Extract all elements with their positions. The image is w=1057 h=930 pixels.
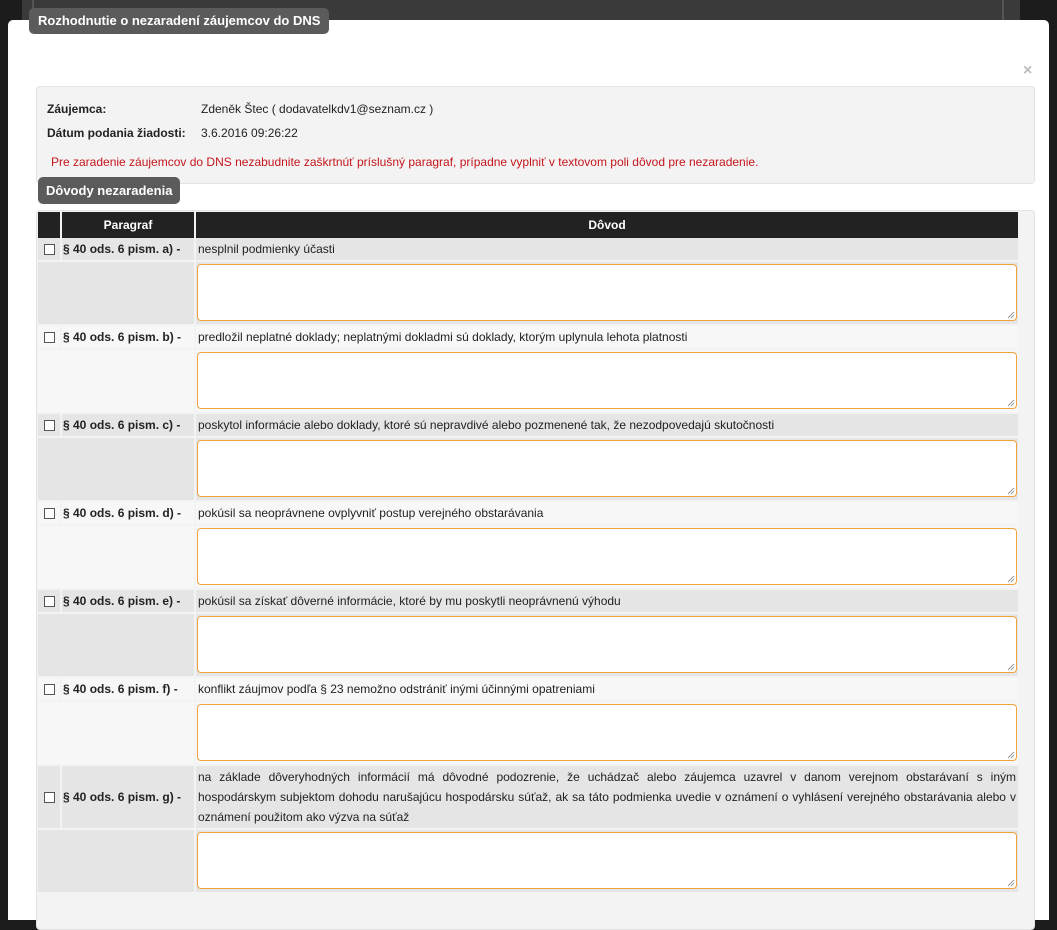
reason-text: konflikt záujmov podľa § 23 nemožno odstrániť inými účinnými opatreniami [198, 682, 595, 696]
reason-row [38, 590, 1018, 678]
header-reason: Dôvod [196, 212, 1018, 238]
resize-grip-icon[interactable] [1007, 575, 1015, 583]
reason-input[interactable] [197, 704, 1017, 761]
applicant-value: Zdeněk Štec ( dodavatelkdv1@seznam.cz ) [201, 102, 434, 116]
reason-text: pokúsil sa získať dôverné informácie, ktoré by mu poskytli neoprávnenú výhodu [198, 594, 621, 608]
reason-checkbox[interactable] [44, 244, 55, 255]
reason-checkbox[interactable] [44, 596, 55, 607]
textarea-left-cell [38, 438, 194, 500]
paragraph-label: § 40 ods. 6 pism. g) - [63, 790, 182, 804]
paragraph-label: § 40 ods. 6 pism. a) - [63, 242, 181, 256]
reason-row [38, 238, 1018, 326]
reason-checkbox[interactable] [44, 684, 55, 695]
reason-input[interactable] [197, 264, 1017, 321]
reason-input[interactable] [197, 440, 1017, 497]
resize-grip-icon[interactable] [1007, 311, 1015, 319]
reason-checkbox[interactable] [44, 792, 55, 803]
reason-text: pokúsil sa neoprávnene ovplyvniť postup verejného obstarávania [198, 506, 544, 520]
close-icon[interactable]: × [1023, 62, 1033, 79]
resize-grip-icon[interactable] [1007, 399, 1015, 407]
resize-grip-icon[interactable] [1007, 879, 1015, 887]
paragraph-label: § 40 ods. 6 pism. c) - [63, 418, 181, 432]
paragraph-label: § 40 ods. 6 pism. b) - [63, 330, 182, 344]
checkbox-cell [38, 238, 60, 260]
reason-input[interactable] [197, 352, 1017, 409]
reasons-section-title: Dôvody nezaradenia [38, 177, 180, 204]
dialog-title: Rozhodnutie o nezaradení záujemcov do DNS [29, 8, 329, 34]
reason-row [38, 502, 1018, 590]
reason-checkbox[interactable] [44, 508, 55, 519]
background-divider [1002, 0, 1004, 22]
checkbox-cell [38, 502, 60, 524]
table-body [38, 238, 1018, 894]
resize-grip-icon[interactable] [1007, 751, 1015, 759]
warning-message: Pre zaradenie záujemcov do DNS nezabudnite zaškrtnúť príslušný paragraf, prípadne vyplniť v textovom poli dôvod pre nezaradenie. [51, 155, 759, 169]
checkbox-cell [38, 590, 60, 612]
checkbox-cell [38, 766, 60, 828]
reason-row [38, 678, 1018, 766]
resize-grip-icon[interactable] [1007, 663, 1015, 671]
reasons-table [38, 212, 1018, 894]
checkbox-cell [38, 678, 60, 700]
paragraph-label: § 40 ods. 6 pism. f) - [63, 682, 178, 696]
reason-row [38, 326, 1018, 414]
paragraph-label: § 40 ods. 6 pism. d) - [63, 506, 182, 520]
applicant-label: Záujemca: [47, 102, 107, 116]
paragraph-label: § 40 ods. 6 pism. e) - [63, 594, 181, 608]
reason-row [38, 414, 1018, 502]
submission-date-label: Dátum podania žiadosti: [47, 126, 186, 140]
table-header [38, 212, 1018, 238]
submission-date-value: 3.6.2016 09:26:22 [201, 126, 298, 140]
applicant-info-panel [36, 86, 1035, 184]
reason-row [38, 766, 1018, 894]
reason-text: predložil neplatné doklady; neplatnými dokladmi sú doklady, ktorým uplynula lehota platnosti [198, 330, 688, 344]
textarea-left-cell [38, 702, 194, 764]
textarea-left-cell [38, 350, 194, 412]
reason-input[interactable] [197, 528, 1017, 585]
reason-text: nesplnil podmienky účasti [198, 242, 335, 256]
textarea-left-cell [38, 830, 194, 892]
checkbox-cell [38, 326, 60, 348]
reason-checkbox[interactable] [44, 420, 55, 431]
header-checkbox-column [38, 212, 60, 238]
textarea-left-cell [38, 262, 194, 324]
reason-text: na základe dôveryhodných informácií má dôvodné podozrenie, že uchádzač alebo záujemca uzavrel v danom verejnom obstarávaní s iným hospodárskym subjektom dohodu narušajúcu hospodársku súťaž, ak sa táto podmienka uvedie v oznámení o vyhlásení verejného obstarávania alebo v oznámení použitom ako výzva na súťaž [198, 770, 1016, 824]
reason-checkbox[interactable] [44, 332, 55, 343]
resize-grip-icon[interactable] [1007, 487, 1015, 495]
reason-input[interactable] [197, 832, 1017, 889]
reason-text: poskytol informácie alebo doklady, ktoré sú nepravdivé alebo pozmenené tak, že nezodpovedajú skutočnosti [198, 418, 775, 432]
textarea-left-cell [38, 526, 194, 588]
textarea-left-cell [38, 614, 194, 676]
header-paragraph: Paragraf [62, 212, 194, 238]
checkbox-cell [38, 414, 60, 436]
reason-input[interactable] [197, 616, 1017, 673]
